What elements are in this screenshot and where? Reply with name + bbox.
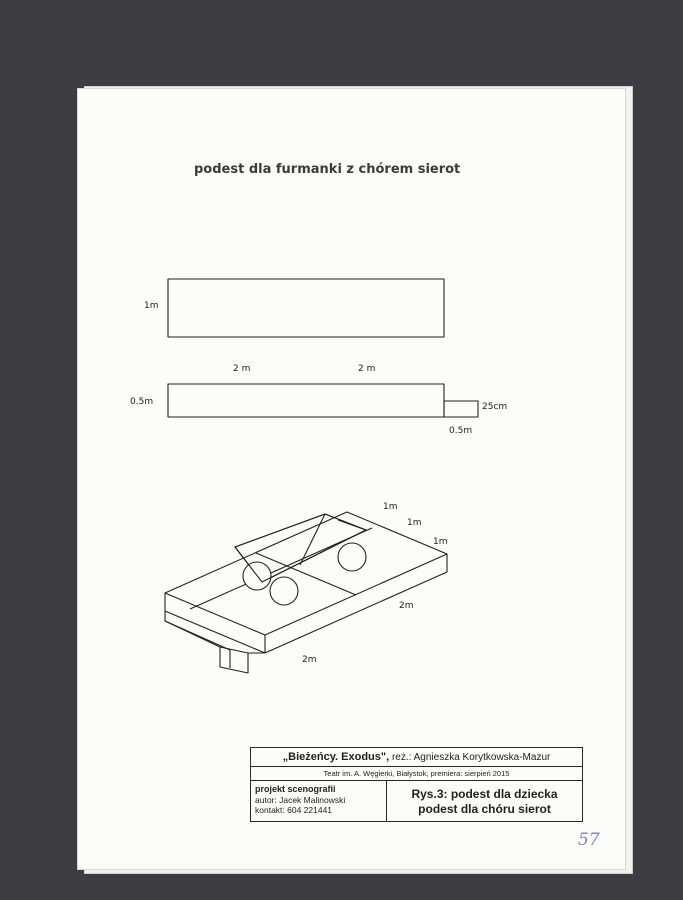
iso-platform — [165, 512, 447, 673]
iso-dim-a: 1m — [383, 502, 398, 512]
venue-line: Teatr im. A. Węgierki, Białystok, premiera: sierpień 2015 — [251, 767, 582, 781]
handwritten-page-number: 57 — [578, 830, 600, 850]
project-info — [251, 781, 387, 822]
iso-length-front: 2m — [302, 655, 317, 665]
side-view-height-label: 0.5m — [130, 397, 154, 407]
iso-dim-c: 1m — [433, 537, 448, 547]
iso-dim-b: 1m — [407, 518, 422, 528]
cart-wheel-front — [270, 577, 298, 605]
title-block — [250, 747, 583, 822]
side-view-length-left: 2 m — [233, 364, 251, 374]
side-view-step-height: 25cm — [482, 402, 508, 412]
project-heading: projekt scenografii — [255, 784, 336, 794]
side-view-step — [444, 401, 478, 417]
contact-line: kontakt: 604 221441 — [255, 805, 333, 815]
top-view-height-label: 1m — [144, 301, 159, 311]
figure-caption-line1: Rys.3: podest dla dziecka — [411, 786, 558, 801]
page-title: podest dla furmanki z chórem sierot — [194, 162, 461, 177]
iso-front-block — [165, 611, 265, 673]
title-block-production-row — [251, 748, 582, 767]
iso-front-block-edge3 — [220, 647, 248, 653]
side-view-length-right: 2 m — [358, 364, 376, 374]
title-block-bottom-row — [251, 781, 582, 822]
iso-front-block-edge — [165, 621, 230, 650]
cart-wheel-back-right — [338, 543, 366, 571]
director-prefix: reż.: — [391, 752, 412, 763]
side-view-step-length: 0.5m — [449, 426, 473, 436]
iso-length-right: 2m — [399, 601, 414, 611]
side-view-platform — [168, 384, 444, 417]
figure-caption — [387, 781, 582, 822]
production-title: „Bieżeńcy. Exodus", — [282, 751, 390, 763]
iso-platform-front — [165, 593, 265, 653]
figure-caption-line2: podest dla chóru sierot — [418, 801, 551, 816]
director-name: Agnieszka Korytkowska-Mazur — [413, 752, 551, 763]
author-line: autor: Jacek Malinowski — [255, 794, 346, 805]
top-view-rect — [168, 279, 444, 337]
